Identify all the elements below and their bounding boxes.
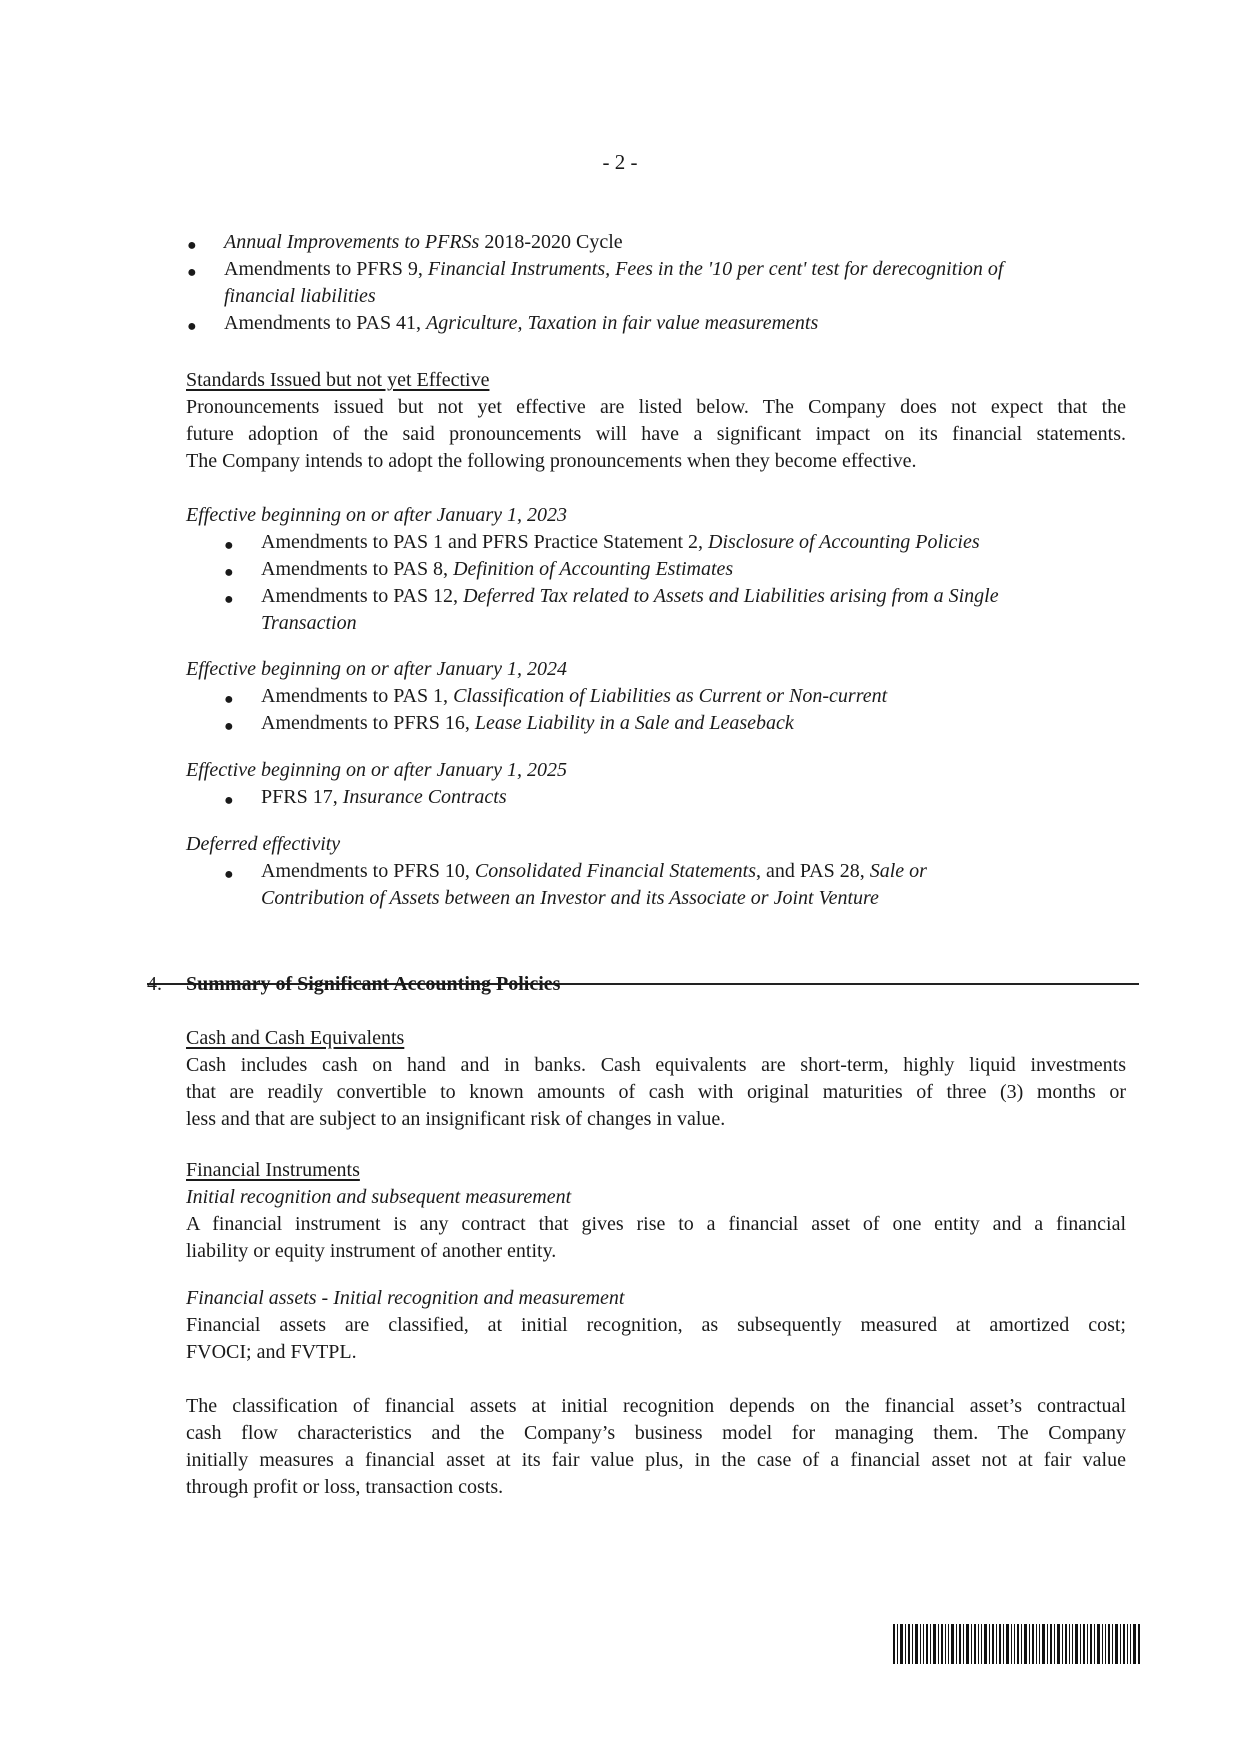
text-italic: Lease Liability in a Sale and Leaseback (474, 712, 794, 734)
text: , and PAS 28, (756, 860, 870, 882)
bullet-item-pas41 (224, 310, 818, 337)
cash-line: Cash includes cash on hand and in banks. Cash equivalents are short-term, highly liquid investments (186, 1054, 1126, 1076)
fin-p2-line: FVOCI; and FVTPL. (186, 1341, 357, 1363)
bullet-item (261, 858, 927, 885)
text: Amendments to PAS 8, (261, 558, 454, 580)
bullet-icon: ● (224, 591, 234, 608)
barcode-icon (893, 1624, 1141, 1664)
bullet-icon: ● (187, 264, 197, 281)
fin-p3-line: through profit or loss, transaction costs. (186, 1476, 504, 1498)
text: 2018-2020 Cycle (479, 231, 623, 253)
text-italic: Insurance Contracts (342, 786, 507, 808)
group-heading-deferred: Deferred effectivity (186, 833, 341, 855)
section-title: Summary of Significant Accounting Policies (186, 973, 561, 995)
fin-p3-line: initially measures a financial asset at its fair value plus, in the case of a financial asset not at fair value (186, 1449, 1126, 1471)
text-italic: Sale or (869, 860, 927, 882)
text: Amendments to PAS 1 and PFRS Practice Statement 2, (261, 531, 709, 553)
text-italic: Contribution of Assets between an Investor and its Associate or Joint Venture (261, 887, 879, 909)
text: Amendments to PFRS 16, (261, 712, 475, 734)
text-italic: Deferred Tax related to Assets and Liabilities arising from a Single (463, 585, 999, 607)
standards-heading: Standards Issued but not yet Effective (186, 369, 490, 391)
fin-subheading-initial: Initial recognition and subsequent measurement (186, 1186, 572, 1208)
section-number: 4. (147, 973, 162, 995)
fin-p3-line: cash flow characteristics and the Company’s business model for managing them. The Company (186, 1422, 1126, 1444)
bullet-item-pfrs9 (224, 256, 1003, 283)
fin-heading: Financial Instruments (186, 1159, 360, 1181)
text-italic: Financial Instruments, Fees in the '10 per cent' test for derecognition of (427, 258, 1004, 280)
text-italic: Agriculture, Taxation in fair value measurements (426, 312, 819, 334)
bullet-item (261, 710, 794, 737)
cash-line: that are readily convertible to known amounts of cash with original maturities of three (3) months or (186, 1081, 1126, 1103)
text-italic: Classification of Liabilities as Current or Non-current (453, 685, 888, 707)
text: Amendments to PFRS 9, (224, 258, 428, 280)
fin-p1-line: A financial instrument is any contract that gives rise to a financial asset of one entity and a financial (186, 1213, 1126, 1235)
group-heading-2025: Effective beginning on or after January 1, 2025 (186, 759, 568, 781)
text: PFRS 17, (261, 786, 343, 808)
text-italic: financial liabilities (224, 285, 376, 307)
bullet-item (261, 529, 980, 556)
bullet-icon: ● (224, 792, 234, 809)
bullet-icon: ● (224, 718, 234, 735)
fin-p3-line: The classification of financial assets at initial recognition depends on the financial asset’s contractual (186, 1395, 1126, 1417)
text: Amendments to PFRS 10, (261, 860, 475, 882)
standards-line: Pronouncements issued but not yet effective are listed below. The Company does not expect that the (186, 396, 1126, 418)
bullet-icon: ● (224, 866, 234, 883)
text-italic: Transaction (261, 612, 357, 634)
bullet-item (261, 784, 507, 811)
fin-subheading-assets: Financial assets - Initial recognition and measurement (186, 1287, 625, 1309)
bullet-item (261, 556, 733, 583)
cash-line: less and that are subject to an insignificant risk of changes in value. (186, 1108, 726, 1130)
bullet-icon: ● (224, 691, 234, 708)
bullet-item-cont (261, 885, 879, 912)
bullet-item-cont (261, 610, 357, 637)
bullet-icon: ● (224, 537, 234, 554)
text: Amendments to PAS 1, (261, 685, 454, 707)
bullet-icon: ● (187, 237, 197, 254)
bullet-item (261, 583, 999, 610)
fin-p1-line: liability or equity instrument of another entity. (186, 1240, 557, 1262)
text: Amendments to PAS 12, (261, 585, 464, 607)
standards-line: The Company intends to adopt the following pronouncements when they become effective. (186, 450, 917, 472)
text-italic: Disclosure of Accounting Policies (708, 531, 980, 553)
text: Amendments to PAS 41, (224, 312, 427, 334)
standards-line: future adoption of the said pronouncements will have a significant impact on its financial statements. (186, 423, 1126, 445)
group-heading-2023: Effective beginning on or after January 1, 2023 (186, 504, 568, 526)
bullet-icon: ● (187, 318, 197, 335)
cash-heading: Cash and Cash Equivalents (186, 1027, 405, 1049)
page-number: - 2 - (602, 150, 638, 174)
group-heading-2024: Effective beginning on or after January 1, 2024 (186, 658, 568, 680)
bullet-item-annual-improvements (224, 229, 623, 256)
text-italic: Definition of Accounting Estimates (453, 558, 734, 580)
fin-p2-line: Financial assets are classified, at initial recognition, as subsequently measured at amortized cost; (186, 1314, 1126, 1336)
text-italic: Consolidated Financial Statements (474, 860, 757, 882)
bullet-icon: ● (224, 564, 234, 581)
bullet-item (261, 683, 887, 710)
bullet-item-pfrs9-cont (224, 283, 376, 310)
text-italic: Annual Improvements to PFRSs (224, 231, 480, 253)
